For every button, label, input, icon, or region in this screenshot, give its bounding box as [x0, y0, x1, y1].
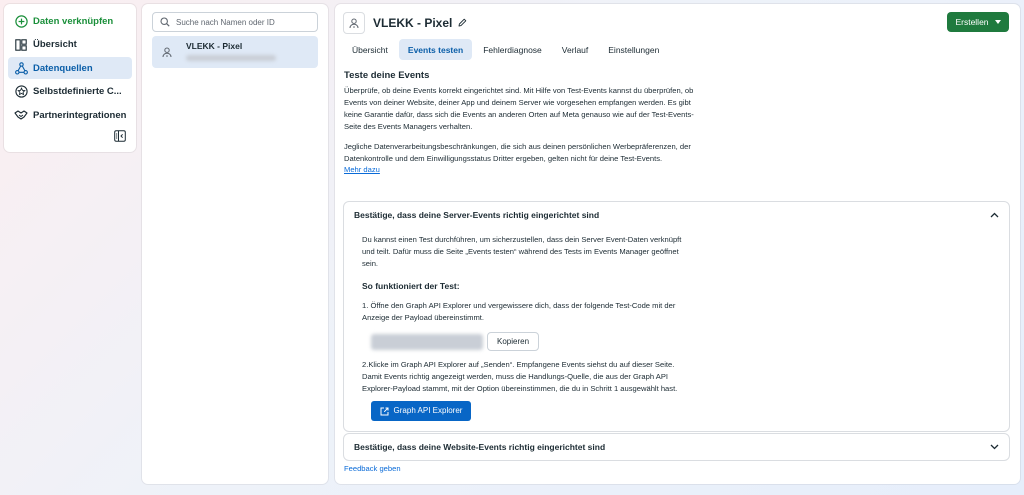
nav-item-daten-verknuepfen[interactable] [8, 10, 132, 32]
data-source-list [142, 4, 328, 484]
server-events-accordion-header[interactable] [344, 202, 1009, 228]
chevron-up-icon [990, 212, 999, 218]
source-item-name: VLEKK - Pixel [186, 41, 243, 51]
custom-conversions-icon [14, 85, 28, 99]
nav-item-partnerintegrationen[interactable] [8, 104, 132, 126]
tab-einstellungen[interactable]: Einstellungen [608, 44, 660, 55]
search-icon [160, 17, 170, 27]
dashboard-icon [14, 38, 28, 52]
tab-events-testen[interactable]: Events testen [399, 39, 472, 60]
graph-api-explorer-button[interactable] [371, 401, 471, 421]
more-info-link[interactable]: Mehr dazu [344, 165, 380, 174]
external-link-icon [380, 407, 389, 416]
feedback-link[interactable]: Feedback geben [344, 464, 401, 473]
pixel-avatar-icon [343, 12, 365, 34]
website-events-heading: Bestätige, dass deine Website-Events richtig eingerichtet sind [354, 442, 606, 452]
data-sources-icon [14, 61, 28, 75]
nav-item-label: Selbstdefinierte C... [33, 86, 122, 97]
intro-heading: Teste deine Events [344, 70, 430, 81]
graph-api-explorer-label: Graph API Explorer [393, 406, 463, 415]
step-2-text: 2.Klicke im Graph API Explorer auf „Senden“. Empfangene Events siehst du auf dieser Seite. Damit Events richtig angezeigt werden, muss die Handlungs-Quelle, die aus der Graph API Explorer-Payload stammt, mit der Option übereinstimmen, die du in Schritt 1 ausgewählt hast. [362, 360, 678, 393]
caret-down-icon [995, 20, 1001, 24]
tab-uebersicht[interactable]: Übersicht [352, 44, 388, 55]
redacted-test-code [371, 334, 483, 350]
intro-paragraph: Überprüfe, ob deine Events korrekt eingerichtet sind. Mit Hilfe von Test-Events kannst du überprüfen, ob Events von deiner Website, deiner App und deinem Server wie vorgesehen empfangen werden. Es gibt keine Garantie dafür, dass sich die Events an anderen Orten auf Meta genauso wie auf der Test-Events-Seite des Events Managers verhalten. [344, 86, 694, 131]
server-events-description: Du kannst einen Test durchführen, um sicherzustellen, dass dein Server Event-Daten verknüpft und teilt. Dafür muss die Seite „Events testen“ während des Tests im Events Manager geöffnet sein. [362, 235, 682, 268]
main-panel [335, 4, 1020, 484]
server-events-accordion [343, 201, 1010, 432]
website-events-accordion-header[interactable] [344, 434, 1009, 460]
plus-circle-icon [14, 14, 28, 28]
how-it-works-heading: So funktioniert der Test: [362, 281, 460, 291]
edit-pencil-icon[interactable] [458, 18, 467, 29]
nav-item-uebersicht[interactable] [8, 34, 132, 56]
chevron-down-icon [990, 444, 999, 450]
nav-item-label: Übersicht [33, 39, 77, 50]
nav-item-datenquellen[interactable] [8, 57, 132, 79]
server-events-heading: Bestätige, dass deine Server-Events richtig eingerichtet sind [354, 210, 600, 220]
nav-item-label: Partnerintegrationen [33, 109, 127, 121]
search-input[interactable] [152, 12, 318, 32]
collapse-sidebar-icon[interactable] [114, 130, 126, 142]
tab-bar [343, 39, 670, 60]
nav-item-selbstdefinierte-conversions[interactable] [8, 81, 132, 103]
create-button[interactable] [947, 12, 1009, 32]
test-code-row [371, 332, 991, 351]
server-events-accordion-body [344, 228, 1009, 431]
tab-verlauf[interactable]: Verlauf [561, 44, 589, 55]
source-item-vlekk-pixel[interactable] [152, 36, 318, 68]
pixel-icon [160, 45, 174, 59]
left-navigation [4, 4, 136, 152]
intro-section [344, 70, 704, 174]
page-title: VLEKK - Pixel [373, 16, 453, 30]
intro-paragraph-consent: Jegliche Datenverarbeitungsbeschränkungen, die sich aus deinen persönlichen Werbepräferenzen, der Datenkontrolle und dem Einwilligungsstatus Dritter ergeben, gelten nicht für deine Test-Events. [344, 142, 691, 163]
tab-fehlerdiagnose[interactable]: Fehlerdiagnose [483, 44, 542, 55]
nav-item-label: Datenquellen [33, 62, 93, 74]
redacted-source-id [186, 55, 276, 61]
search-placeholder: Suche nach Namen oder ID [176, 17, 275, 27]
nav-item-label: Daten verknüpfen [33, 15, 114, 27]
step-1-text: 1. Öffne den Graph API Explorer und vergewissere dich, dass der folgende Test-Code mit der Anzeige der Payload übereinstimmt. [362, 301, 676, 322]
website-events-accordion [343, 433, 1010, 461]
copy-button[interactable]: Kopieren [487, 332, 539, 351]
handshake-icon [14, 108, 28, 122]
create-button-label: Erstellen [955, 17, 989, 27]
page-header [343, 12, 467, 34]
